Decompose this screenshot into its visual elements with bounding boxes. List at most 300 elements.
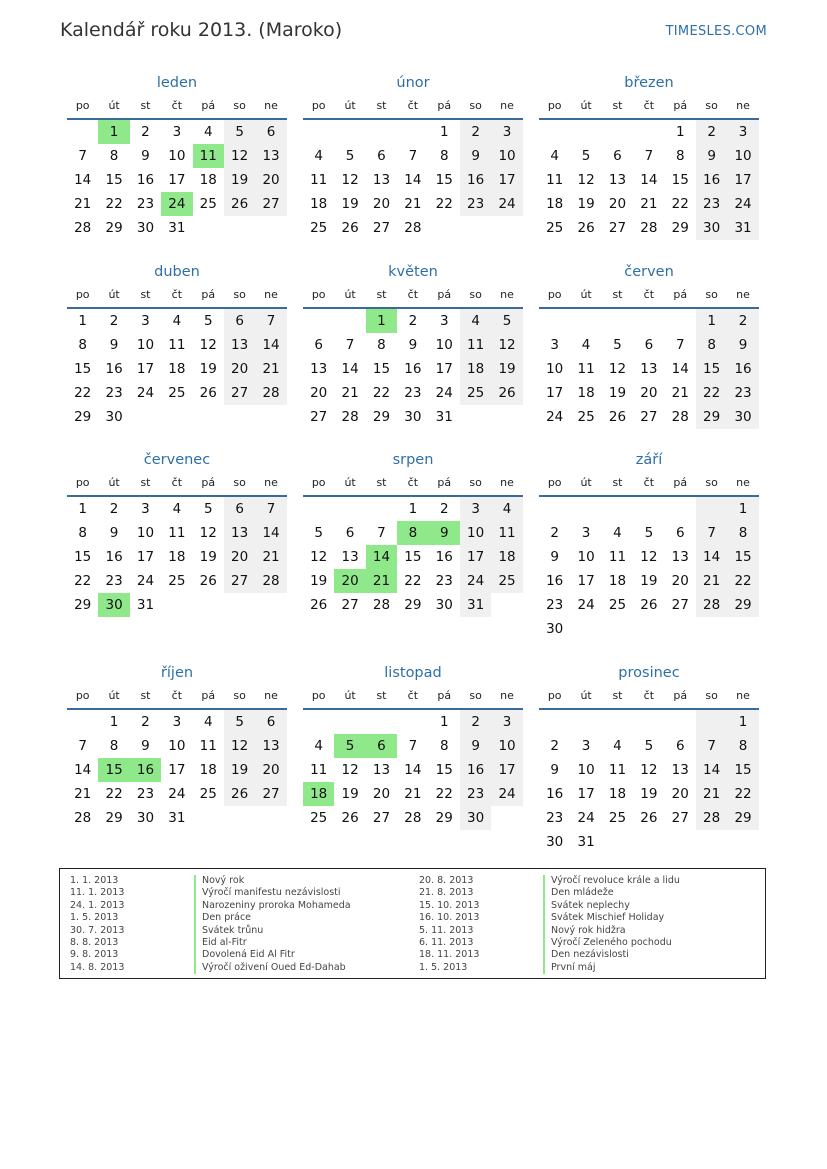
day-empty (366, 497, 397, 521)
day-cell: 7 (345, 337, 355, 353)
day-cell: 20 (224, 545, 255, 569)
day-empty (570, 120, 601, 144)
day-empty (397, 120, 428, 144)
day-cell: 11 (168, 525, 186, 541)
day-cell: 2 (550, 525, 559, 541)
day-empty (366, 120, 397, 144)
day-cell: 6 (644, 337, 654, 353)
weekday-label: so (233, 99, 246, 112)
day-empty (570, 710, 601, 734)
day-empty (665, 497, 696, 521)
day-cell: 18 (491, 545, 522, 569)
weekday-label: po (75, 689, 90, 702)
day-cell: 5 (581, 148, 591, 164)
day-cell: 30 (460, 806, 491, 830)
day-cell: 21 (74, 786, 92, 802)
day-cell: 2 (439, 501, 449, 517)
day-cell: 6 (675, 525, 685, 541)
weekday-label: ne (264, 689, 278, 702)
day-cell: 9 (550, 549, 559, 565)
day-cell: 11 (168, 337, 186, 353)
legend-row (419, 962, 749, 974)
day-cell: 5 (345, 148, 355, 164)
weekday-header (303, 684, 523, 710)
day-cell: 16 (727, 357, 758, 381)
month-name: březen (624, 75, 674, 91)
day-empty (633, 309, 664, 333)
legend-date: 21. 8. 2013 (419, 887, 474, 899)
weekday-label: ne (264, 476, 278, 489)
day-cell: 8 (675, 148, 685, 164)
day-cell: 2 (109, 313, 119, 329)
day-cell: 4 (203, 714, 213, 730)
day-cell: 9 (550, 762, 559, 778)
day-cell: 16 (696, 168, 727, 192)
day-cell: 25 (460, 381, 491, 405)
day-cell: 9 (460, 734, 491, 758)
day-cell: 25 (608, 810, 627, 826)
day-cell: 17 (460, 545, 491, 569)
day-empty (303, 710, 334, 734)
day-cell: 7 (408, 148, 418, 164)
day-cell: 21 (404, 786, 422, 802)
legend-row (419, 875, 749, 887)
day-cell: 6 (224, 497, 255, 521)
day-cell: 9 (109, 337, 119, 353)
day-cell: 16 (404, 361, 422, 377)
month-name: srpen (392, 452, 434, 468)
day-cell: 29 (727, 593, 758, 617)
day-cell: 18 (460, 357, 491, 381)
weekday-label: st (612, 689, 623, 702)
day-grid (539, 309, 759, 429)
day-grid (67, 120, 287, 240)
day-cell: 16 (546, 573, 564, 589)
day-cell: 6 (255, 120, 286, 144)
day-empty (696, 710, 727, 734)
day-cell: 26 (608, 409, 627, 425)
day-cell: 15 (372, 361, 391, 377)
day-cell: 16 (460, 758, 491, 782)
day-cell: 4 (613, 525, 622, 541)
legend-date: 5. 11. 2013 (419, 924, 474, 936)
day-cell: 29 (372, 409, 391, 425)
day-cell: 9 (727, 333, 758, 357)
day-cell: 10 (168, 738, 186, 754)
day-cell: 24 (168, 786, 186, 802)
day-cell: 23 (546, 810, 564, 826)
day-cell: 28 (640, 220, 658, 236)
day-cell: 24 (727, 192, 758, 216)
day-empty (334, 710, 365, 734)
day-cell: 8 (727, 734, 758, 758)
day-cell: 16 (460, 168, 491, 192)
day-cell: 5 (644, 738, 654, 754)
legend-date: 16. 10. 2013 (419, 912, 480, 924)
day-cell: 30 (546, 834, 564, 850)
day-cell: 3 (172, 714, 182, 730)
day-empty (303, 120, 334, 144)
day-cell: 31 (136, 597, 155, 613)
day-cell: 23 (136, 786, 155, 802)
month-3 (539, 72, 759, 240)
weekday-label: út (344, 288, 356, 301)
day-cell: 23 (136, 196, 155, 212)
month-12 (539, 662, 759, 854)
site-logo[interactable]: TIMESLES.COM (665, 24, 767, 39)
day-cell: 27 (224, 569, 255, 593)
day-cell: 11 (199, 738, 217, 754)
holiday-day: 30 (98, 593, 129, 617)
weekday-header (67, 471, 287, 497)
month-8 (303, 449, 523, 617)
weekday-label: ne (736, 99, 750, 112)
day-cell: 4 (203, 124, 213, 140)
weekday-label: po (547, 689, 562, 702)
month-9 (539, 449, 759, 641)
day-cell: 24 (136, 385, 155, 401)
day-cell: 2 (460, 710, 491, 734)
month-7 (67, 449, 287, 617)
day-cell: 19 (640, 573, 658, 589)
day-empty (303, 497, 334, 521)
day-cell: 13 (671, 549, 689, 565)
day-cell: 17 (491, 758, 522, 782)
day-cell: 5 (314, 525, 323, 541)
holiday-day: 1 (366, 309, 397, 333)
day-cell: 1 (78, 501, 87, 517)
day-cell: 19 (341, 786, 359, 802)
day-empty (570, 309, 601, 333)
weekday-label: čt (171, 689, 183, 702)
weekday-label: po (75, 288, 90, 301)
day-cell: 10 (136, 337, 155, 353)
day-cell: 18 (310, 196, 328, 212)
weekday-label: po (311, 476, 326, 489)
day-cell: 11 (491, 521, 522, 545)
day-cell: 27 (671, 597, 689, 613)
day-cell: 2 (141, 124, 150, 140)
day-cell: 18 (168, 549, 186, 565)
legend-date: 30. 7. 2013 (70, 924, 125, 936)
day-cell: 11 (460, 333, 491, 357)
day-cell: 20 (671, 786, 689, 802)
day-cell: 6 (675, 738, 685, 754)
day-grid (67, 497, 287, 617)
day-cell: 27 (341, 597, 359, 613)
day-cell: 22 (696, 381, 727, 405)
day-cell: 21 (640, 196, 658, 212)
day-cell: 7 (408, 738, 418, 754)
day-cell: 26 (341, 810, 359, 826)
day-cell: 29 (74, 409, 92, 425)
day-cell: 24 (546, 409, 564, 425)
day-cell: 22 (435, 786, 453, 802)
day-cell: 24 (460, 569, 491, 593)
day-cell: 18 (199, 172, 217, 188)
day-cell: 30 (435, 597, 453, 613)
day-cell: 14 (255, 521, 286, 545)
legend-date: 1. 1. 2013 (70, 875, 119, 886)
weekday-label: po (311, 689, 326, 702)
day-cell: 17 (435, 361, 453, 377)
day-cell: 27 (255, 192, 286, 216)
legend-row (419, 925, 749, 937)
weekday-label: so (233, 288, 246, 301)
day-cell: 1 (696, 309, 727, 333)
day-cell: 19 (199, 361, 217, 377)
weekday-label: so (705, 689, 718, 702)
day-cell: 18 (608, 573, 627, 589)
day-cell: 3 (550, 337, 559, 353)
day-empty (633, 710, 664, 734)
weekday-label: po (311, 99, 326, 112)
day-empty (696, 497, 727, 521)
day-cell: 21 (404, 196, 422, 212)
weekday-label: čt (171, 476, 183, 489)
weekday-header (539, 94, 759, 120)
day-cell: 1 (408, 501, 418, 517)
day-empty (570, 497, 601, 521)
day-cell: 25 (168, 385, 186, 401)
day-cell: 27 (224, 381, 255, 405)
month-name: prosinec (618, 665, 680, 681)
weekday-label: pá (201, 288, 216, 301)
day-cell: 1 (727, 710, 758, 734)
day-cell: 8 (78, 525, 87, 541)
day-cell: 22 (105, 786, 123, 802)
legend-row (419, 937, 749, 949)
day-cell: 15 (404, 549, 422, 565)
day-empty (334, 309, 365, 333)
weekday-label: st (376, 99, 387, 112)
day-cell: 29 (404, 597, 422, 613)
day-cell: 11 (310, 172, 328, 188)
day-cell: 25 (168, 573, 186, 589)
day-cell: 25 (546, 220, 564, 236)
day-cell: 10 (491, 734, 522, 758)
month-10 (67, 662, 287, 830)
legend-holiday-name: Výročí revoluce krále a lidu (543, 875, 680, 887)
day-cell: 22 (435, 196, 453, 212)
day-cell: 7 (78, 148, 87, 164)
day-cell: 28 (404, 220, 422, 236)
day-cell: 11 (608, 549, 627, 565)
legend-date: 6. 11. 2013 (419, 936, 474, 948)
month-5 (303, 261, 523, 429)
day-cell: 13 (608, 172, 627, 188)
day-empty (602, 497, 633, 521)
day-cell: 24 (491, 782, 522, 806)
day-grid (539, 497, 759, 641)
day-cell: 3 (491, 710, 522, 734)
weekday-label: so (469, 288, 482, 301)
day-cell: 14 (696, 758, 727, 782)
day-cell: 12 (491, 333, 522, 357)
day-cell: 17 (577, 573, 595, 589)
day-cell: 5 (644, 525, 654, 541)
day-cell: 15 (671, 172, 689, 188)
day-cell: 12 (199, 525, 217, 541)
day-empty (602, 710, 633, 734)
day-cell: 21 (696, 782, 727, 806)
day-cell: 7 (675, 337, 685, 353)
weekday-header (303, 471, 523, 497)
day-cell: 20 (372, 196, 391, 212)
day-cell: 22 (727, 569, 758, 593)
legend-date: 14. 8. 2013 (70, 961, 125, 973)
month-name: červenec (143, 452, 211, 468)
weekday-label: pá (437, 288, 452, 301)
day-cell: 26 (640, 597, 658, 613)
weekday-label: po (75, 476, 90, 489)
weekday-label: so (469, 689, 482, 702)
holiday-day: 5 (334, 734, 365, 758)
day-cell: 14 (74, 172, 92, 188)
day-cell: 12 (199, 337, 217, 353)
day-cell: 21 (341, 385, 359, 401)
day-cell: 19 (640, 786, 658, 802)
day-cell: 27 (640, 409, 658, 425)
day-cell: 12 (341, 762, 359, 778)
day-cell: 8 (109, 148, 119, 164)
legend-date: 1. 5. 2013 (419, 961, 468, 973)
day-cell: 3 (141, 313, 150, 329)
day-cell: 20 (255, 758, 286, 782)
weekday-label: st (612, 476, 623, 489)
legend-holiday-name: Den mládeže (543, 887, 614, 899)
day-cell: 4 (314, 738, 323, 754)
day-cell: 8 (696, 333, 727, 357)
day-cell: 6 (345, 525, 355, 541)
day-empty (67, 710, 98, 734)
day-cell: 24 (577, 810, 595, 826)
weekday-label: ne (264, 288, 278, 301)
weekday-label: čt (407, 99, 419, 112)
day-cell: 1 (727, 497, 758, 521)
day-cell: 18 (199, 762, 217, 778)
legend-row (70, 925, 400, 937)
day-cell: 17 (168, 172, 186, 188)
weekday-label: út (108, 476, 120, 489)
day-cell: 10 (577, 549, 595, 565)
weekday-label: st (140, 99, 151, 112)
legend-holiday-name: Výročí oživení Oued Ed-Dahab (194, 962, 346, 974)
day-cell: 5 (224, 710, 255, 734)
weekday-label: pá (673, 689, 688, 702)
day-cell: 9 (460, 144, 491, 168)
weekday-label: po (547, 99, 562, 112)
day-cell: 1 (675, 124, 685, 140)
month-name: září (635, 452, 663, 468)
day-cell: 27 (310, 409, 328, 425)
day-cell: 9 (109, 525, 119, 541)
day-grid (539, 710, 759, 854)
day-empty (397, 710, 428, 734)
legend-holiday-name: Den nezávislosti (543, 949, 629, 961)
weekday-label: út (344, 476, 356, 489)
day-cell: 10 (491, 144, 522, 168)
day-cell: 3 (172, 124, 182, 140)
day-cell: 27 (608, 220, 627, 236)
day-cell: 8 (109, 738, 119, 754)
day-cell: 9 (141, 738, 150, 754)
day-cell: 26 (199, 573, 217, 589)
weekday-label: so (705, 476, 718, 489)
holiday-day: 8 (397, 521, 428, 545)
day-empty (665, 309, 696, 333)
legend-date: 8. 8. 2013 (70, 936, 119, 948)
weekday-header (67, 94, 287, 120)
day-cell: 17 (546, 385, 564, 401)
day-cell: 23 (435, 573, 453, 589)
day-cell: 5 (491, 309, 522, 333)
day-cell: 6 (224, 309, 255, 333)
month-6 (539, 261, 759, 429)
day-cell: 4 (613, 738, 622, 754)
weekday-label: út (108, 288, 120, 301)
holiday-day: 14 (366, 545, 397, 569)
day-cell: 28 (372, 597, 391, 613)
day-grid (303, 710, 523, 830)
day-empty (539, 120, 570, 144)
day-cell: 25 (310, 810, 328, 826)
weekday-label: ne (500, 99, 514, 112)
weekday-header (303, 283, 523, 309)
weekday-label: pá (437, 99, 452, 112)
day-cell: 28 (404, 810, 422, 826)
day-cell: 6 (613, 148, 622, 164)
day-cell: 2 (408, 313, 418, 329)
weekday-label: st (376, 476, 387, 489)
legend-row (70, 937, 400, 949)
month-1 (67, 72, 287, 240)
weekday-label: st (376, 689, 387, 702)
day-cell: 7 (377, 525, 386, 541)
month-name: červen (624, 264, 674, 280)
month-name: listopad (384, 665, 442, 681)
weekday-label: čt (407, 689, 419, 702)
day-cell: 7 (255, 497, 286, 521)
day-cell: 15 (74, 549, 92, 565)
day-cell: 17 (136, 361, 155, 377)
day-cell: 25 (199, 196, 217, 212)
weekday-label: ne (736, 476, 750, 489)
day-cell: 20 (310, 385, 328, 401)
day-grid (303, 309, 523, 429)
day-cell: 3 (581, 525, 591, 541)
month-name: duben (154, 264, 200, 280)
day-cell: 8 (439, 738, 449, 754)
weekday-label: pá (673, 99, 688, 112)
day-cell: 23 (105, 385, 123, 401)
day-cell: 4 (172, 313, 182, 329)
day-cell: 10 (727, 144, 758, 168)
weekday-label: út (580, 99, 592, 112)
weekday-label: st (612, 288, 623, 301)
day-empty (539, 309, 570, 333)
day-cell: 20 (671, 573, 689, 589)
day-cell: 18 (546, 196, 564, 212)
weekday-label: čt (643, 689, 655, 702)
month-name: květen (388, 264, 438, 280)
day-cell: 26 (310, 597, 328, 613)
day-cell: 23 (696, 192, 727, 216)
day-cell: 8 (727, 521, 758, 545)
day-grid (539, 120, 759, 240)
day-cell: 14 (404, 172, 422, 188)
day-cell: 26 (224, 192, 255, 216)
